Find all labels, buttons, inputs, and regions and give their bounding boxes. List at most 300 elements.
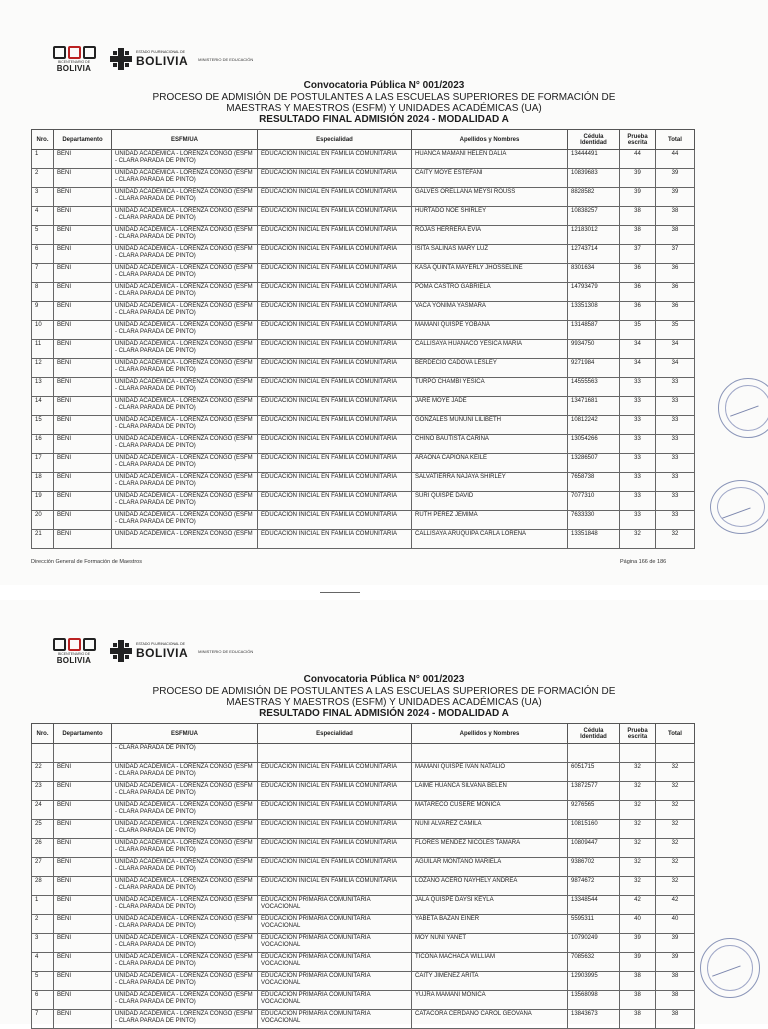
cell-prueba: 39 [620,934,656,953]
table-row [32,858,695,877]
cell-cedula: 10838257 [568,207,620,226]
table-row [32,492,695,511]
cell-departamento: BENI [54,321,112,340]
cell-total: 40 [656,915,695,934]
table-row [32,877,695,896]
cell-esfm: UNIDAD ACADEMICA - LORENZA CONGO (ESFM - CLARA PARADA DE PINTO) [112,763,258,782]
cell-departamento: BENI [54,226,112,245]
cell-nombres: ROJAS HERRERA EVIA [412,226,568,245]
table-header-row [32,130,695,150]
cell-cedula: 7085632 [568,953,620,972]
cell-nombres: CHINO BAUTISTA CARINA [412,435,568,454]
cell-departamento: BENI [54,820,112,839]
cell-nombres: BERDECIO CADOVA LESLEY [412,359,568,378]
col-especialidad: Especialidad [258,724,412,744]
cell-cedula: 13568098 [568,991,620,1010]
cell-esfm: UNIDAD ACADEMICA - LORENZA CONGO (ESFM - CLARA PARADA DE PINTO) [112,150,258,169]
cell-nro: 7 [32,264,54,283]
cell-especialidad: EDUCACIÓN INICIAL EN FAMILIA COMUNITARIA [258,321,412,340]
cell-cedula: 5595311 [568,915,620,934]
cell-especialidad: EDUCACIÓN PRIMARIA COMUNITARIA VOCACIONAL [258,953,412,972]
table-row [32,150,695,169]
cell-nro: 14 [32,397,54,416]
cell-esfm: UNIDAD ACADEMICA - LORENZA CONGO (ESFM - CLARA PARADA DE PINTO) [112,416,258,435]
ministerio-logo: ESTADO PLURINACIONAL DE BOLIVIA MINISTERIO DE EDUCACIÓN [110,48,253,70]
cell-esfm: UNIDAD ACADEMICA - LORENZA CONGO (ESFM - CLARA PARADA DE PINTO) [112,473,258,492]
cell-nombres: CAITY JIMENEZ ARITA [412,972,568,991]
cell-total: 33 [656,511,695,530]
cell-total: 38 [656,1010,695,1029]
ministerio-label: MINISTERIO DE EDUCACIÓN [198,648,254,654]
table-row [32,972,695,991]
table-row [32,896,695,915]
cell-nombres: CALLISAYA HUANACO YESICA MARIA [412,340,568,359]
cell-especialidad: EDUCACIÓN INICIAL EN FAMILIA COMUNITARIA [258,763,412,782]
cell-especialidad: EDUCACIÓN INICIAL EN FAMILIA COMUNITARIA [258,207,412,226]
cell-nro: 24 [32,801,54,820]
cell-esfm: UNIDAD ACADEMICA - LORENZA CONGO (ESFM - CLARA PARADA DE PINTO) [112,359,258,378]
cell-prueba: 39 [620,953,656,972]
cell-especialidad: EDUCACIÓN INICIAL EN FAMILIA COMUNITARIA [258,820,412,839]
cell-prueba: 38 [620,207,656,226]
cell-esfm: UNIDAD ACADEMICA - LORENZA CONGO (ESFM - CLARA PARADA DE PINTO) [112,915,258,934]
cell-nombres: FLORES MENDEZ NICOLES TAMARA [412,839,568,858]
table-row [32,991,695,1010]
table-row [32,359,695,378]
continuation-text: - CLARA PARADA DE PINTO) [112,744,258,763]
cell-prueba: 44 [620,150,656,169]
cell-nombres: HUANCA MAMANI HELEN DALIA [412,150,568,169]
convocatoria-title: Convocatoria Pública N° 001/2023 [303,80,465,91]
cell-departamento: BENI [54,245,112,264]
cell-cedula: 7658738 [568,473,620,492]
cell-nombres: YABETA BAZAN EINER [412,915,568,934]
cell-esfm: UNIDAD ACADEMICA - LORENZA CONGO (ESFM - CLARA PARADA DE PINTO) [112,492,258,511]
official-stamp [710,480,768,534]
cell-departamento: BENI [54,207,112,226]
cell-prueba: 32 [620,820,656,839]
table-row [32,435,695,454]
cell-departamento: BENI [54,763,112,782]
cell-prueba: 38 [620,972,656,991]
process-line-1: PROCESO DE ADMISIÓN DE POSTULANTES A LAS ESCUELAS SUPERIORES DE FORMACIÓN DE [152,92,616,103]
cell-departamento: BENI [54,915,112,934]
cell-esfm: UNIDAD ACADEMICA - LORENZA CONGO (ESFM - CLARA PARADA DE PINTO) [112,340,258,359]
cell-departamento: BENI [54,839,112,858]
cell-total: 32 [656,858,695,877]
cell-total: 38 [656,207,695,226]
cell-total: 44 [656,150,695,169]
cell-nro: 23 [32,782,54,801]
table-row [32,473,695,492]
table-row [32,207,695,226]
cell-prueba: 39 [620,169,656,188]
cell-cedula: 14793479 [568,283,620,302]
cell-cedula: 12743714 [568,245,620,264]
cell-cedula: 10812242 [568,416,620,435]
process-line-1: PROCESO DE ADMISIÓN DE POSTULANTES A LAS ESCUELAS SUPERIORES DE FORMACIÓN DE [152,686,616,697]
document-header [0,80,768,126]
cell-nro: 2 [32,915,54,934]
cell-esfm: UNIDAD ACADEMICA - LORENZA CONGO (ESFM - CLARA PARADA DE PINTO) [112,283,258,302]
cell-cedula: 13843673 [568,1010,620,1029]
table-row [32,511,695,530]
cell-especialidad: EDUCACIÓN PRIMARIA COMUNITARIA VOCACIONAL [258,915,412,934]
cell-nro: 17 [32,454,54,473]
cell-departamento: BENI [54,150,112,169]
cell-esfm: UNIDAD ACADEMICA - LORENZA CONGO (ESFM - CLARA PARADA DE PINTO) [112,953,258,972]
cell-total: 33 [656,492,695,511]
cell-nombres: KASA QUINTA MAYERLY JHOSSELINE [412,264,568,283]
cell-especialidad: EDUCACIÓN INICIAL EN FAMILIA COMUNITARIA [258,188,412,207]
cell-prueba: 32 [620,782,656,801]
col-departamento: Departamento [54,130,112,150]
table-row [32,416,695,435]
cell-nro: 5 [32,226,54,245]
table-row [32,934,695,953]
col-esfm: ESFM/UA [112,724,258,744]
cell-nro: 22 [32,763,54,782]
cell-nro: 9 [32,302,54,321]
cell-cedula: 10839683 [568,169,620,188]
cell-departamento: BENI [54,378,112,397]
cell-total: 33 [656,397,695,416]
cell-esfm: UNIDAD ACADEMICA - LORENZA CONGO (ESFM - CLARA PARADA DE PINTO) [112,169,258,188]
cell-total: 38 [656,991,695,1010]
cell-total: 32 [656,820,695,839]
cell-total: 34 [656,359,695,378]
cell-departamento: BENI [54,435,112,454]
table-row [32,302,695,321]
cell-nro: 12 [32,359,54,378]
cell-especialidad: EDUCACIÓN INICIAL EN FAMILIA COMUNITARIA [258,492,412,511]
cell-esfm: UNIDAD ACADEMICA - LORENZA CONGO (ESFM - CLARA PARADA DE PINTO) [112,264,258,283]
cell-nro: 15 [32,416,54,435]
cell-especialidad: EDUCACIÓN INICIAL EN FAMILIA COMUNITARIA [258,150,412,169]
cell-especialidad: EDUCACIÓN PRIMARIA COMUNITARIA VOCACIONAL [258,972,412,991]
cell-especialidad: EDUCACIÓN INICIAL EN FAMILIA COMUNITARIA [258,378,412,397]
table-row [32,397,695,416]
cell-esfm: UNIDAD ACADEMICA - LORENZA CONGO (ESFM - CLARA PARADA DE PINTO) [112,321,258,340]
table-row [32,340,695,359]
cell-esfm: UNIDAD ACADEMICA - LORENZA CONGO (ESFM - CLARA PARADA DE PINTO) [112,454,258,473]
result-title: RESULTADO FINAL ADMISIÓN 2024 - MODALIDAD A [259,708,509,719]
cell-prueba: 42 [620,896,656,915]
cell-prueba: 32 [620,530,656,549]
cell-total: 36 [656,302,695,321]
table-row [32,454,695,473]
cell-total: 33 [656,473,695,492]
cell-esfm: UNIDAD ACADEMICA - LORENZA CONGO (ESFM - CLARA PARADA DE PINTO) [112,397,258,416]
cell-cedula: 10815160 [568,820,620,839]
cell-esfm: UNIDAD ACADEMICA - LORENZA CONGO (ESFM - CLARA PARADA DE PINTO) [112,972,258,991]
cell-especialidad: EDUCACIÓN INICIAL EN FAMILIA COMUNITARIA [258,359,412,378]
cell-total: 36 [656,264,695,283]
cell-total: 39 [656,169,695,188]
col-esfm: ESFM/UA [112,130,258,150]
cell-total: 39 [656,953,695,972]
cell-nro: 2 [32,169,54,188]
cell-esfm: UNIDAD ACADEMICA - LORENZA CONGO (ESFM - CLARA PARADA DE PINTO) [112,1010,258,1029]
col-total: Total [656,130,695,150]
cell-esfm: UNIDAD ACADEMICA - LORENZA CONGO (ESFM - CLARA PARADA DE PINTO) [112,226,258,245]
header-logos [52,636,253,666]
table-row [32,264,695,283]
cell-departamento: BENI [54,1010,112,1029]
cell-cedula: 9934750 [568,340,620,359]
cell-prueba: 32 [620,877,656,896]
cell-nombres: YUJRA MAMANI MONICA [412,991,568,1010]
cell-nro: 16 [32,435,54,454]
cell-especialidad: EDUCACIÓN PRIMARIA COMUNITARIA VOCACIONAL [258,1010,412,1029]
col-cedula: Cédula Identidad [568,130,620,150]
document-header [0,674,768,720]
official-stamp [718,378,768,438]
cell-esfm: UNIDAD ACADEMICA - LORENZA CONGO (ESFM - CLARA PARADA DE PINTO) [112,801,258,820]
table-row [32,1010,695,1029]
process-line-2: MAESTRAS Y MAESTROS (ESFM) Y UNIDADES ACADÉMICAS (UA) [226,697,542,708]
table-row [32,915,695,934]
cell-prueba: 38 [620,226,656,245]
col-cedula: Cédula Identidad [568,724,620,744]
cell-departamento: BENI [54,953,112,972]
cell-nombres: MAMANI QUISPE IVAN NATALIO [412,763,568,782]
col-departamento: Departamento [54,724,112,744]
cell-departamento: BENI [54,188,112,207]
cell-prueba: 34 [620,340,656,359]
cell-departamento: BENI [54,530,112,549]
cell-nro: 10 [32,321,54,340]
cell-prueba: 36 [620,264,656,283]
cell-departamento: BENI [54,340,112,359]
cell-nombres: MAMANI QUISPE YOBANA [412,321,568,340]
cell-nro: 25 [32,820,54,839]
cell-nombres: GALVES ORELLANA MEYSI ROUSS [412,188,568,207]
result-title: RESULTADO FINAL ADMISIÓN 2024 - MODALIDAD A [259,114,509,125]
cell-prueba: 32 [620,801,656,820]
cell-esfm: UNIDAD ACADEMICA - LORENZA CONGO (ESFM - CLARA PARADA DE PINTO) [112,934,258,953]
cell-cedula: 12183012 [568,226,620,245]
cell-total: 33 [656,378,695,397]
cell-esfm: UNIDAD ACADEMICA - LORENZA CONGO (ESFM - CLARA PARADA DE PINTO) [112,782,258,801]
table-row [32,953,695,972]
cell-esfm: UNIDAD ACADEMICA - LORENZA CONGO (ESFM - CLARA PARADA DE PINTO) [112,188,258,207]
ministerio-label: MINISTERIO DE EDUCACIÓN [198,56,254,62]
cell-departamento: BENI [54,934,112,953]
cell-especialidad: EDUCACIÓN INICIAL EN FAMILIA COMUNITARIA [258,302,412,321]
table-row [32,839,695,858]
cell-nro: 6 [32,245,54,264]
cell-especialidad: EDUCACIÓN INICIAL EN FAMILIA COMUNITARIA [258,801,412,820]
process-line-2: MAESTRAS Y MAESTROS (ESFM) Y UNIDADES ACADÉMICAS (UA) [226,103,542,114]
cell-cedula: 7633330 [568,511,620,530]
cell-nombres: CAITY MOYE ESTEFANI [412,169,568,188]
cell-nro: 27 [32,858,54,877]
cell-nombres: LOZANO ACERO NAYHELY ANDREA [412,877,568,896]
cell-especialidad: EDUCACIÓN INICIAL EN FAMILIA COMUNITARIA [258,283,412,302]
cell-nro: 19 [32,492,54,511]
header-logos [52,44,253,74]
cell-departamento: BENI [54,416,112,435]
cell-prueba: 32 [620,858,656,877]
cell-nro: 6 [32,991,54,1010]
cell-nombres: SALVATIERRA NAJAYA SHIRLEY [412,473,568,492]
cell-cedula: 14555563 [568,378,620,397]
cell-prueba: 37 [620,245,656,264]
table-row [32,188,695,207]
results-table-1 [31,129,695,549]
cell-nombres: NUNI ALVAREZ CAMILA [412,820,568,839]
cell-nro: 11 [32,340,54,359]
cell-cedula: 10790249 [568,934,620,953]
cell-nombres: AGUILAR MONTAÑO MARIELA [412,858,568,877]
cell-especialidad: EDUCACIÓN PRIMARIA COMUNITARIA VOCACIONAL [258,896,412,915]
col-prueba: Prueba escrita [620,724,656,744]
cell-cedula: 13444491 [568,150,620,169]
cell-nombres: RUTH PEREZ JEMIMA [412,511,568,530]
cell-especialidad: EDUCACIÓN INICIAL EN FAMILIA COMUNITARIA [258,877,412,896]
cell-nro: 28 [32,877,54,896]
cell-cedula: 9386702 [568,858,620,877]
cell-cedula: 8301634 [568,264,620,283]
cell-departamento: BENI [54,782,112,801]
cell-nombres: SURI QUISPE DAVID [412,492,568,511]
cell-nombres: MOY NUNI YANET [412,934,568,953]
cell-nro: 26 [32,839,54,858]
cell-nro: 13 [32,378,54,397]
official-stamp [700,938,760,998]
table-row [32,530,695,549]
cell-prueba: 33 [620,473,656,492]
cell-especialidad: EDUCACIÓN INICIAL EN FAMILIA COMUNITARIA [258,782,412,801]
cell-total: 37 [656,245,695,264]
cell-prueba: 39 [620,188,656,207]
cell-cedula: 13148587 [568,321,620,340]
cell-esfm: UNIDAD ACADEMICA - LORENZA CONGO (ESFM - CLARA PARADA DE PINTO) [112,839,258,858]
cell-esfm: UNIDAD ACADEMICA - LORENZA CONGO (ESFM - CLARA PARADA DE PINTO) [112,877,258,896]
cell-especialidad: EDUCACIÓN PRIMARIA COMUNITARIA VOCACIONAL [258,934,412,953]
cell-cedula: 13351848 [568,530,620,549]
cell-prueba: 33 [620,378,656,397]
cell-total: 32 [656,530,695,549]
cell-cedula: 9271984 [568,359,620,378]
cell-departamento: BENI [54,877,112,896]
cell-departamento: BENI [54,169,112,188]
cell-nombres: TICONA MACHACA WILLIAM [412,953,568,972]
page-separator [320,592,360,593]
table-row [32,226,695,245]
cell-esfm: UNIDAD ACADEMICA - LORENZA CONGO (ESFM - CLARA PARADA DE PINTO) [112,378,258,397]
cell-nro: 7 [32,1010,54,1029]
emblem-icon [110,640,132,662]
cell-esfm: UNIDAD ACADEMICA - LORENZA CONGO (ESFM - CLARA PARADA DE PINTO) [112,858,258,877]
cell-cedula: 10809447 [568,839,620,858]
cell-especialidad: EDUCACIÓN INICIAL EN FAMILIA COMUNITARIA [258,226,412,245]
cell-nombres: JALA QUISPE DAYSI KEYLA [412,896,568,915]
cell-nro: 5 [32,972,54,991]
cell-total: 32 [656,763,695,782]
cell-especialidad: EDUCACIÓN INICIAL EN FAMILIA COMUNITARIA [258,473,412,492]
cell-prueba: 33 [620,454,656,473]
cell-total: 33 [656,416,695,435]
footer-page-number: Página 166 de 186 [620,559,667,565]
cell-esfm: UNIDAD ACADEMICA - LORENZA CONGO (ESFM - CLARA PARADA DE PINTO) [112,245,258,264]
cell-prueba: 33 [620,416,656,435]
cell-esfm: UNIDAD ACADEMICA - LORENZA CONGO (ESFM [112,530,258,549]
cell-total: 38 [656,972,695,991]
cell-nombres: POMA CASTRO GABRIELA [412,283,568,302]
cell-esfm: UNIDAD ACADEMICA - LORENZA CONGO (ESFM - CLARA PARADA DE PINTO) [112,991,258,1010]
col-prueba: Prueba escrita [620,130,656,150]
cell-prueba: 35 [620,321,656,340]
cell-nro: 4 [32,207,54,226]
cell-especialidad: EDUCACIÓN INICIAL EN FAMILIA COMUNITARIA [258,340,412,359]
cell-nro: 3 [32,188,54,207]
cell-especialidad: EDUCACIÓN PRIMARIA COMUNITARIA VOCACIONAL [258,991,412,1010]
cell-cedula: 13872577 [568,782,620,801]
cell-prueba: 36 [620,302,656,321]
cell-nro: 4 [32,953,54,972]
cell-departamento: BENI [54,991,112,1010]
cell-departamento: BENI [54,302,112,321]
cell-cedula: 13286507 [568,454,620,473]
cell-cedula: 13351308 [568,302,620,321]
cell-prueba: 34 [620,359,656,378]
cell-nombres: CALLISAYA ARUQUIPA CARLA LORENA [412,530,568,549]
cell-total: 32 [656,877,695,896]
cell-especialidad: EDUCACIÓN INICIAL EN FAMILIA COMUNITARIA [258,435,412,454]
cell-nro: 3 [32,934,54,953]
cell-esfm: UNIDAD ACADEMICA - LORENZA CONGO (ESFM - CLARA PARADA DE PINTO) [112,302,258,321]
cell-prueba: 38 [620,991,656,1010]
cell-total: 34 [656,340,695,359]
table-row [32,763,695,782]
cell-prueba: 32 [620,839,656,858]
cell-total: 36 [656,283,695,302]
bicentenario-logo: BICENTENARIO DE BOLIVIA [52,638,96,665]
cell-departamento: BENI [54,359,112,378]
cell-nombres: HURTADO NOE SHIRLEY [412,207,568,226]
cell-cedula: 9276565 [568,801,620,820]
cell-cedula: 6051715 [568,763,620,782]
cell-nombres: MATARECO CUSERE MONICA [412,801,568,820]
table-body-1 [32,150,695,549]
cell-nro: 21 [32,530,54,549]
cell-nombres: GONZALES MUÑUNI LILIBETH [412,416,568,435]
continuation-row [32,744,695,763]
cell-esfm: UNIDAD ACADEMICA - LORENZA CONGO (ESFM - CLARA PARADA DE PINTO) [112,435,258,454]
cell-nombres: ISITA SALINAS MARY LUZ [412,245,568,264]
cell-departamento: BENI [54,397,112,416]
table-row [32,245,695,264]
col-nro: Nro. [32,130,54,150]
convocatoria-title: Convocatoria Pública N° 001/2023 [303,674,465,685]
cell-especialidad: EDUCACIÓN INICIAL EN FAMILIA COMUNITARIA [258,511,412,530]
emblem-icon [110,48,132,70]
table-row [32,801,695,820]
cell-esfm: UNIDAD ACADEMICA - LORENZA CONGO (ESFM - CLARA PARADA DE PINTO) [112,207,258,226]
cell-nro: 20 [32,511,54,530]
cell-departamento: BENI [54,511,112,530]
cell-total: 38 [656,226,695,245]
cell-total: 33 [656,454,695,473]
cell-departamento: BENI [54,473,112,492]
cell-cedula: 7077310 [568,492,620,511]
col-especialidad: Especialidad [258,130,412,150]
table-row [32,378,695,397]
cell-nombres: LAIME HUANCA SILVANA BELEN [412,782,568,801]
cell-cedula: 13348544 [568,896,620,915]
